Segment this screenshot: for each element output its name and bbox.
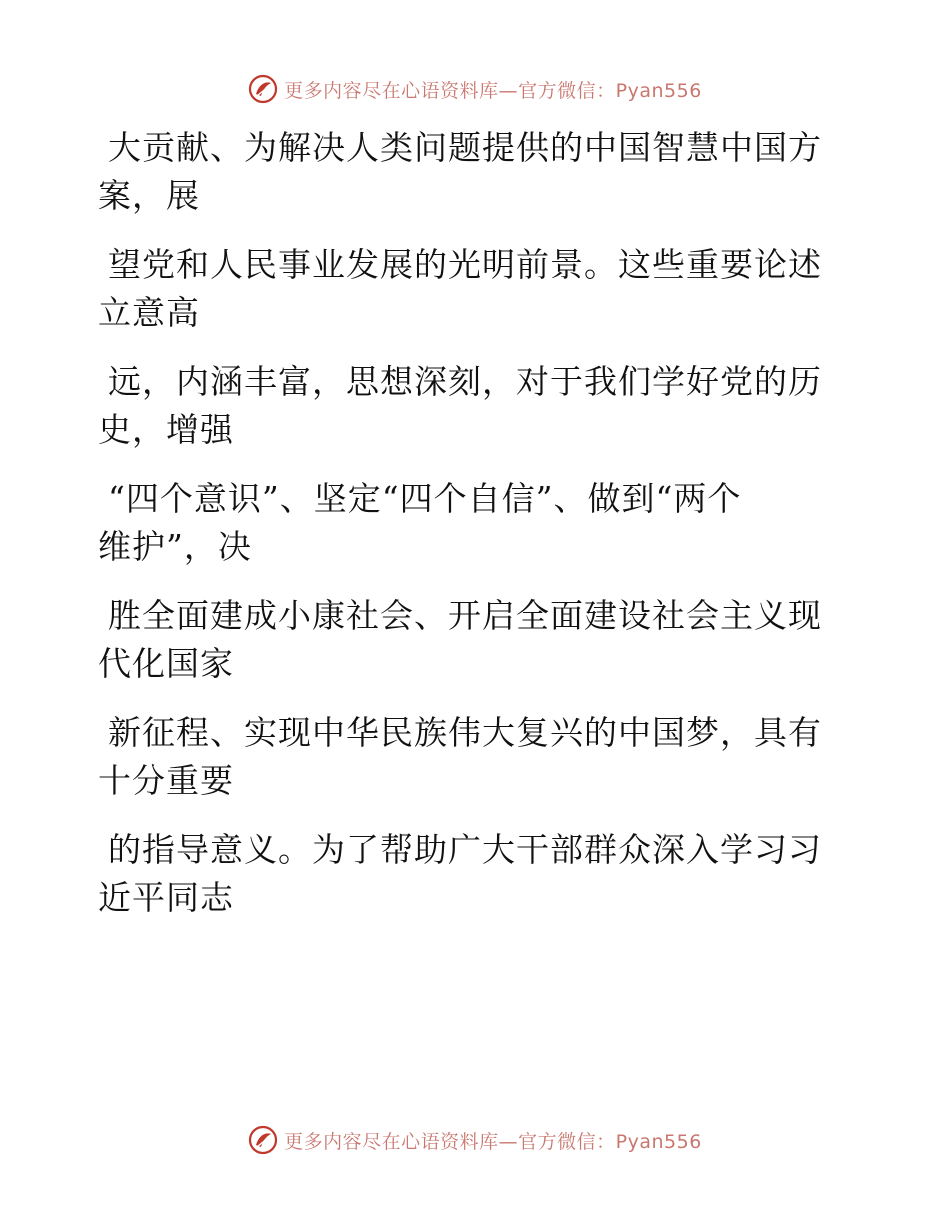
paragraph — [98, 475, 838, 571]
text-line: 史，增强 — [98, 410, 234, 449]
paragraph — [98, 124, 838, 220]
text-line: 案，展 — [98, 176, 200, 215]
text-line: “四个意识”、坚定“四个自信”、做到“两个 — [108, 479, 742, 518]
text-line: 远，内涵丰富，思想深刻，对于我们学好党的历 — [108, 362, 822, 401]
seal-logo-icon — [248, 1125, 278, 1155]
footer-watermark — [0, 1123, 950, 1157]
text-line: 胜全面建成小康社会、开启全面建设社会主义现 — [108, 596, 822, 635]
paragraph — [98, 826, 838, 922]
text-line: 的指导意义。为了帮助广大干部群众深入学习习 — [108, 830, 822, 869]
text-line: 大贡献、为解决人类问题提供的中国智慧中国方 — [108, 128, 822, 167]
text-line: 代化国家 — [98, 644, 234, 683]
paragraph — [98, 709, 838, 805]
text-line: 望党和人民事业发展的光明前景。这些重要论述 — [108, 245, 822, 284]
watermark-text: 更多内容尽在心语资料库—官方微信：Pyan556 — [284, 1130, 702, 1153]
watermark-text: 更多内容尽在心语资料库—官方微信：Pyan556 — [284, 79, 702, 102]
header-watermark — [0, 72, 950, 106]
text-line: 十分重要 — [98, 761, 234, 800]
text-line: 新征程、实现中华民族伟大复兴的中国梦，具有 — [108, 713, 822, 752]
text-line: 近平同志 — [98, 878, 234, 917]
text-line: 立意高 — [98, 293, 200, 332]
seal-logo-icon — [248, 74, 278, 104]
paragraph — [98, 241, 838, 337]
text-line: 维护”，决 — [98, 527, 252, 566]
paragraph — [98, 358, 838, 454]
paragraph — [98, 592, 838, 688]
document-body — [98, 124, 838, 943]
